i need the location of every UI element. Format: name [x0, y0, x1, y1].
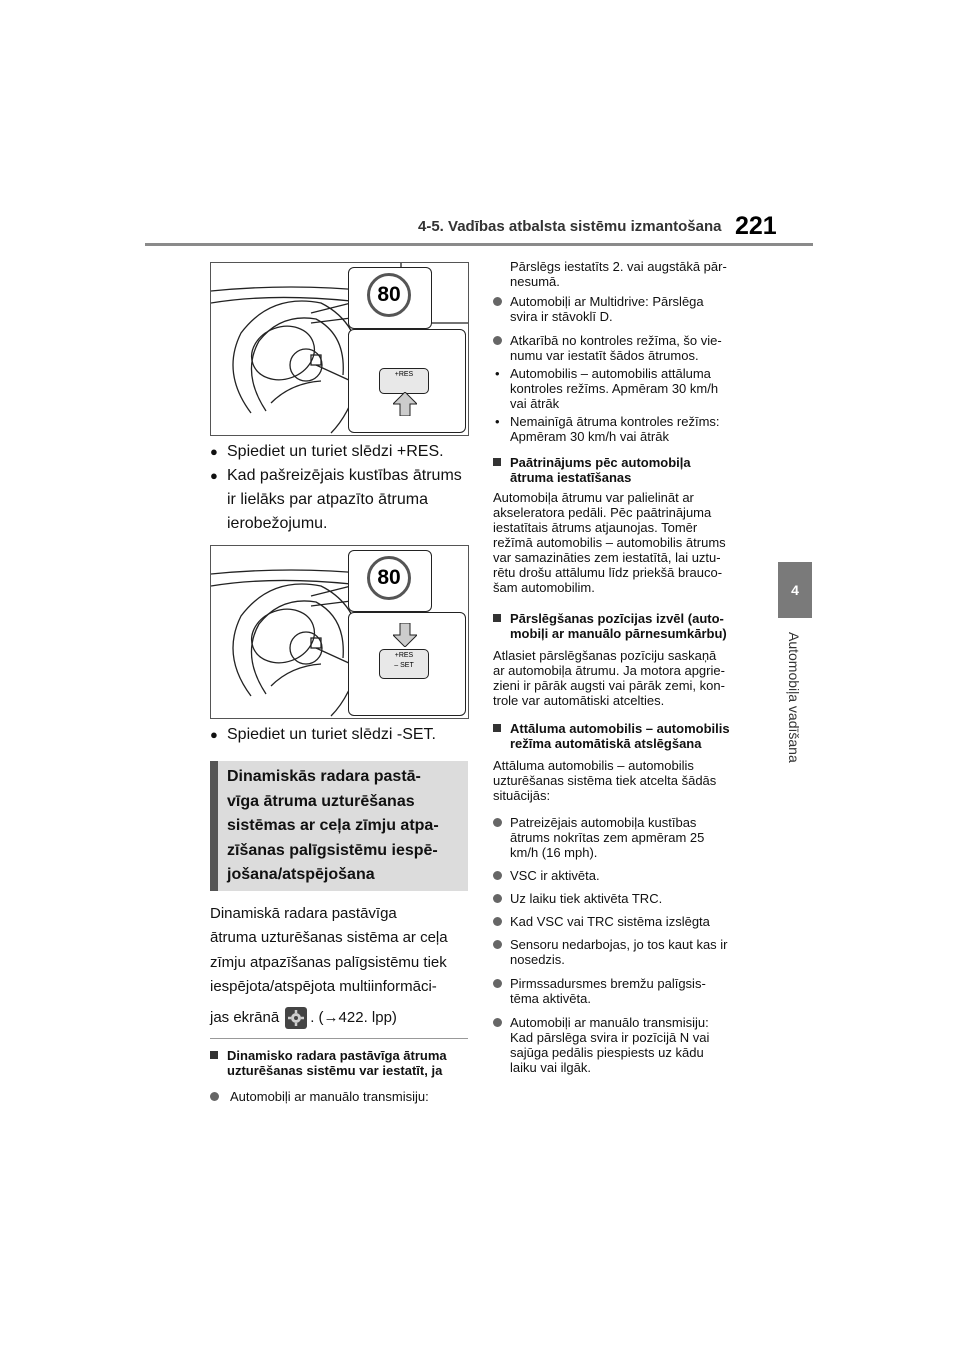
list-item: Sensoru nedarbojas, jo tos kaut kas ir nosedzis.: [493, 937, 765, 969]
paragraph: Atlasiet pārslēgšanas pozīciju saskaņā ar automobiļa ātrumu. Ja motora apgrie- zieni ir pārāk augsti vai pārāk zemi, kon- trole var automātiski atcelties.: [493, 648, 725, 708]
speed-sign-callout: [348, 550, 432, 612]
paragraph: Attāluma automobilis – automobilis uzturēšanas sistēma tiek atcelta šādās situācijās:: [493, 758, 717, 803]
list-item: Uz laiku tiek aktivēta TRC.: [493, 891, 765, 907]
list-item: Automobiļi ar manuālo transmisiju: Kad pārslēga svira ir pozīcijā N vai sajūga pedālis piespiests uz kādu laiku vai ilgāk.: [493, 1015, 765, 1077]
bullet-item: ● Kad pašreizējais kustības ātrums: [210, 467, 462, 484]
subheading: Attāluma automobilis – automobilis režīma automātiskā atslēgšana: [493, 721, 765, 753]
figure-set-switch: [210, 545, 469, 719]
down-arrow-icon: [393, 623, 417, 647]
figure-res-switch: [210, 262, 469, 436]
separator: [210, 1038, 468, 1039]
continuation-text: Pārslēgs iestatīts 2. vai augstākā pār- nesumā.: [510, 259, 727, 289]
subheading: Pārslēgšanas pozīcijas izvēl (auto- mobiļi ar manuālo pārnesumkārbu): [493, 611, 765, 643]
bullet-item: ● Spiediet un turiet slēdzi +RES.: [210, 443, 444, 460]
section-heading-box: Dinamiskās radara pastā- vīga ātruma uzturēšanas sistēmas ar ceļa zīmju atpa- zīšanas palīgsistēmu iespē- jošana/atspējošana: [210, 761, 468, 891]
list-item: Atkarībā no kontroles režīma, šo vie- numu var iestatīt šādos ātrumos.: [493, 333, 765, 365]
speed-limit-sign-icon: 80: [367, 556, 411, 600]
dash-item: • Automobilis – automobilis attāluma kontroles režīms. Apmēram 30 km/h vai ātrāk: [495, 366, 719, 411]
list-item: Automobiļi ar Multidrive: Pārslēga svira ir stāvoklī D.: [493, 294, 765, 326]
intro-paragraph: Dinamiskā radara pastāvīga ātruma uzturēšanas sistēma ar ceļa zīmju atpazīšanas palīgsistēmu tiek iespējota/atspējota multiinformāci- jas ekrānā . (→422. lpp): [210, 902, 475, 1030]
chapter-label: Automobiļa vadīšana: [786, 632, 802, 763]
switch-callout: [348, 329, 466, 433]
subheading: Dinamisko radara pastāvīga ātruma uzturēšanas sistēmu var iestatīt, ja: [210, 1048, 475, 1080]
header-rule: [145, 243, 813, 246]
list-item: Pirmssadursmes bremžu palīgsis- tēma aktivēta.: [493, 976, 765, 1008]
list-item: Automobiļi ar manuālo transmisiju:: [210, 1089, 475, 1105]
switch-callout: [348, 612, 466, 716]
paragraph: Automobiļa ātrumu var palielināt ar akseleratora pedāli. Pēc paātrinājuma iestatītais ātrums atjaunojas. Tomēr režīmā automobilis – automobilis ātrums var samazināties zem iestatītā, lai uztu- rētu drošu attālumu līdz priekšā brauco- šam automobilim.: [493, 490, 726, 595]
bullet-item: ● Spiediet un turiet slēdzi -SET.: [210, 726, 436, 743]
list-item: Patreizējais automobiļa kustības ātrums nokrītas zem apmēram 25 km/h (16 mph).: [493, 815, 765, 861]
subheading: Paātrinājums pēc automobiļa ātruma iestatīšanas: [493, 455, 765, 487]
dash-item: • Nemainīgā ātruma kontroles režīms: Apmēram 30 km/h vai ātrāk: [495, 414, 720, 444]
speed-sign-callout: [348, 267, 432, 329]
bullet-line: ir lielāks par atpazīto ātruma: [227, 491, 428, 508]
page-number: 221: [735, 212, 777, 240]
set-switch: +RES – SET: [379, 649, 429, 679]
list-item: VSC ir aktivēta.: [493, 868, 765, 884]
chapter-tab: 4: [778, 562, 812, 618]
gear-icon: [285, 1007, 307, 1029]
up-arrow-icon: [393, 392, 417, 416]
speed-limit-sign-icon: 80: [367, 273, 411, 317]
list-item: Kad VSC vai TRC sistēma izslēgta: [493, 914, 765, 930]
res-switch: +RES: [379, 368, 429, 394]
bullet-line: ierobežojumu.: [227, 515, 328, 532]
section-title: 4-5. Vadības atbalsta sistēmu izmantošana: [418, 218, 722, 235]
